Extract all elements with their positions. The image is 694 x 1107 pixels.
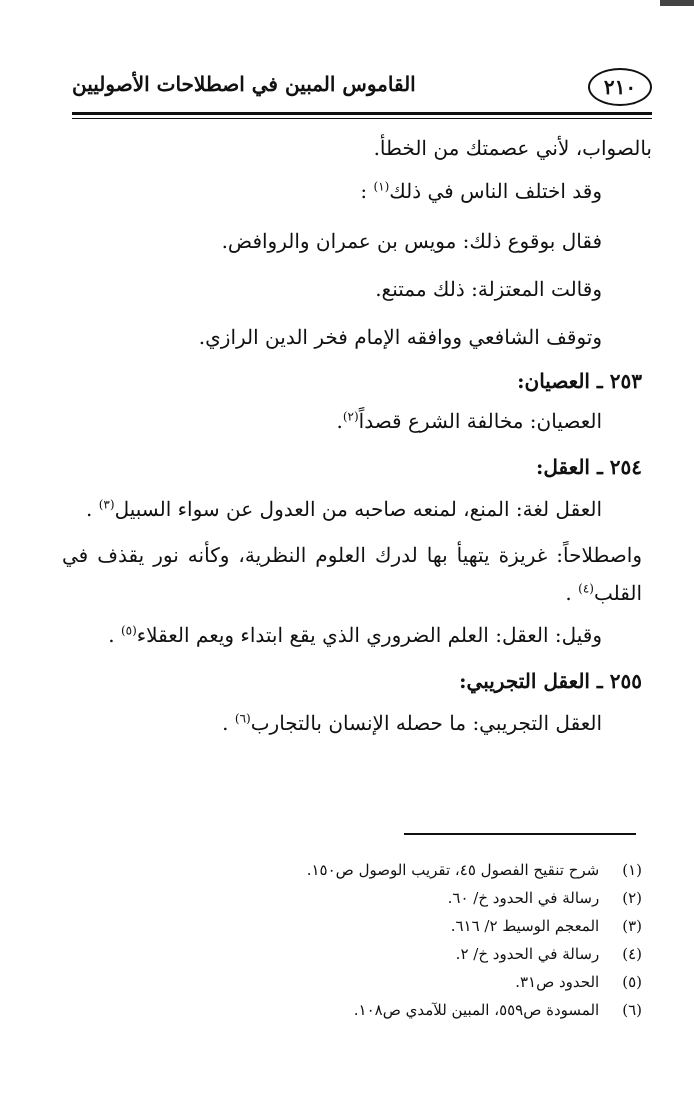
footnote-ref-4[interactable]: (٤) — [578, 581, 594, 596]
footnote-ref-6[interactable]: (٦) — [234, 711, 251, 726]
footnote-ref-3[interactable]: (٣) — [98, 497, 115, 512]
paragraph-1: بالصواب، لأني عصمتك من الخطأ. — [373, 136, 652, 160]
paragraph-9: وقيل: العقل: العلم الضروري الذي يقع ابتداء ويعم العقلاء$^{(٥)}$ . — [108, 623, 602, 647]
page-header — [72, 66, 652, 110]
paragraph-7: العقل لغة: المنع، لمنعه صاحبه من العدول عن سواء السبيل$^{(٣)}$ . — [86, 497, 602, 521]
paragraph-4: وقالت المعتزلة: ذلك ممتنع. — [375, 277, 602, 301]
footnote-item: (٥) الحدود ص٣١. — [515, 973, 642, 991]
paragraph-6: العصيان: مخالفة الشرع قصداً$^{(٢)}$. — [336, 409, 602, 433]
header-rule-thin — [72, 118, 652, 119]
entry-heading-254: ٢٥٤ ـ العقل: — [536, 455, 642, 479]
paragraph-8-line-1: واصطلاحاً: غريزة يتهيأ بها لدرك العلوم النظرية، وكأنه نور يقذف في — [62, 543, 642, 567]
paragraph-3: فقال بوقوع ذلك: مويس بن عمران والروافض. — [221, 229, 602, 253]
footnote-item: (٢) رسالة في الحدود خ/ ٦٠. — [447, 889, 642, 907]
running-title: القاموس المبين في اصطلاحات الأصوليين — [72, 72, 416, 96]
footnote-ref-5[interactable]: (٥) — [120, 623, 137, 638]
footnote-item: (١) شرح تنقيح الفصول ٤٥، تقريب الوصول ص١٥٠. — [306, 861, 642, 879]
footnote-item: (٣) المعجم الوسيط ٢/ ٦١٦. — [450, 917, 642, 935]
paragraph-5: وتوقف الشافعي ووافقه الإمام فخر الدين الرازي. — [198, 325, 602, 349]
entry-heading-253: ٢٥٣ ـ العصيان: — [517, 369, 642, 393]
paragraph-10: العقل التجريبي: ما حصله الإنسان بالتجارب$^{(٦)}$ . — [222, 711, 602, 735]
header-rule-thick — [72, 112, 652, 115]
footnote-item: (٤) رسالة في الحدود خ/ ٢. — [455, 945, 642, 963]
footnote-separator — [404, 833, 636, 835]
paragraph-2: وقد اختلف الناس في ذلك$^{(١)}$ : — [360, 179, 602, 203]
footnote-item: (٦) المسودة ص٥٥٩، المبين للآمدي ص١٠٨. — [353, 1001, 642, 1019]
footnote-ref-2[interactable]: (٢) — [342, 409, 359, 424]
entry-heading-255: ٢٥٥ ـ العقل التجريبي: — [459, 669, 642, 693]
paragraph-8-line-2: القلب$^{(٤)}$ . — [565, 581, 642, 605]
footnote-ref-1[interactable]: (١) — [373, 179, 390, 194]
page-corner-mark — [660, 0, 694, 6]
page-number: ٢١٠ — [588, 68, 652, 106]
